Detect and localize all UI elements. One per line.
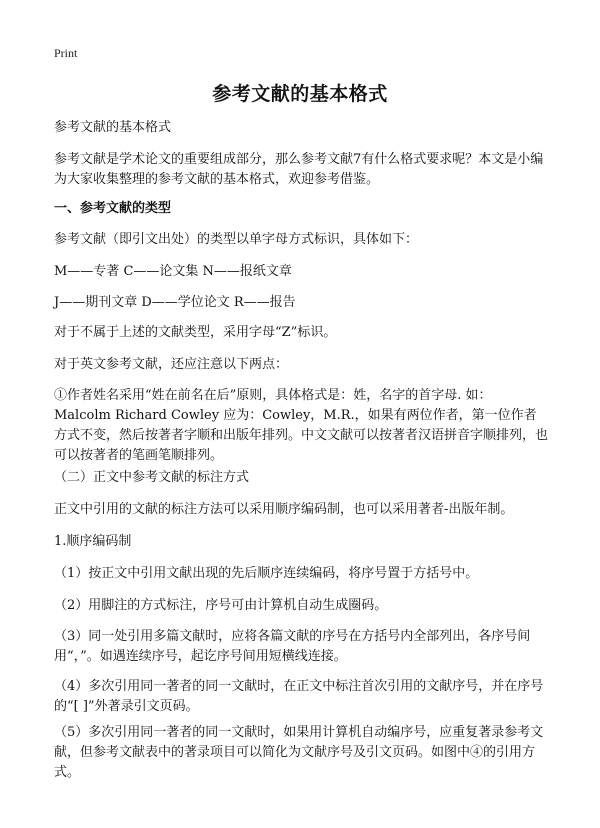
subtitle: 参考文献的基本格式 <box>54 120 172 135</box>
list-item-5: （5）多次引用同一著者的同一文献时，如果用计算机自动编序号，应重复著录参考文献，但参考文献表中的著录项目可以简化为文献序号及引文页码。如图中④的引用方式。 <box>54 725 544 780</box>
section2-intro: 正文中引用的文献的标注方法可以采用顺序编码制，也可以采用著者-出版年制。 <box>54 502 514 517</box>
page-title: 参考文献的基本格式 <box>212 83 388 105</box>
section2-heading: （二）正文中参考文献的标注方式 <box>54 470 250 485</box>
types-intro: 参考文献（即引文出处）的类型以单字母方式标识，具体如下： <box>54 232 419 247</box>
section1-heading: 一、参考文献的类型 <box>54 201 172 216</box>
point-1: ①作者姓名采用“姓在前名在后”原则，具体格式是：姓，名字的首字母. 如：Malcolm Richard Cowley 应为：Cowley，M.R.，如果有两位作者，第一位作者方式不变，然后按著者字顺和出版年排列。中文文献可以按著者汉语拼音字顺排列，也可以按著者的笔画笔顺排列。 <box>54 388 549 463</box>
types-line-2: J——期刊文章 D——学位论文 R——报告 <box>54 295 296 310</box>
list-item-3: （3）同一处引用多篇文献时，应将各篇文献的序号在方括号内全部列出，各序号间用“，”。如遇连续序号，起讫序号间用短横线连接。 <box>54 629 531 664</box>
intro-paragraph: 参考文献是学术论文的重要组成部分，那么参考文献7有什么格式要求呢？本文是小编为大家收集整理的参考文献的基本格式，欢迎参考借鉴。 <box>54 152 544 187</box>
types-line-1: M——专著 C——论文集 N——报纸文章 <box>54 264 292 279</box>
print-label[interactable]: Print <box>54 46 78 60</box>
list-item-4: （4）多次引用同一著者的同一文献时，在正文中标注首次引用的文献序号，并在序号的“[ ]”外著录引文页码。 <box>54 679 544 714</box>
list-item-1: （1）按正文中引用文献出现的先后顺序连续编码，将序号置于方括号中。 <box>54 566 479 581</box>
other-types-note: 对于不属于上述的文献类型，采用字母“Z”标识。 <box>54 325 337 340</box>
list-item-2: （2）用脚注的方式标注，序号可由计算机自动生成圈码。 <box>54 598 388 613</box>
english-note: 对于英文参考文献，还应注意以下两点： <box>54 357 289 372</box>
sub1-heading: 1.顺序编码制 <box>54 534 132 549</box>
